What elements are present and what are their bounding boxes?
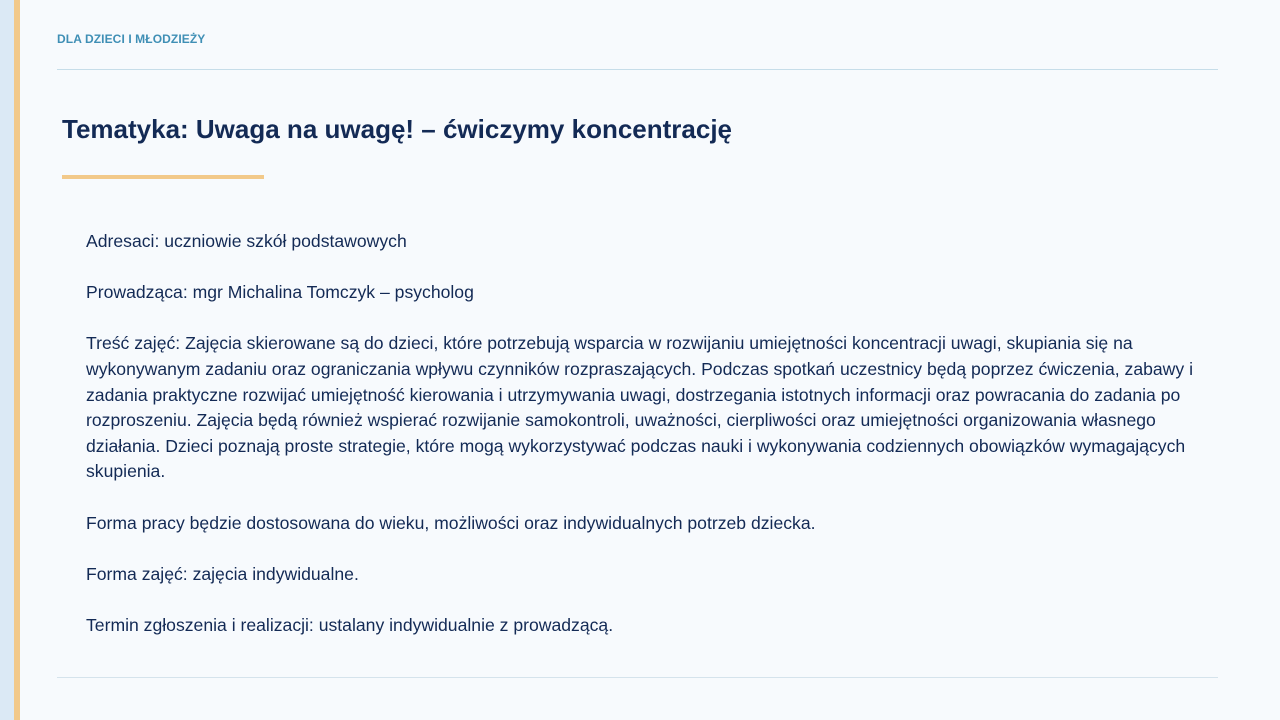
recipients-text: Adresaci: uczniowie szkół podstawowych xyxy=(86,231,407,251)
page-title: Tematyka: Uwaga na uwagę! – ćwiczymy koncentrację xyxy=(62,114,733,144)
schedule-text: Termin zgłoszenia i realizacji: ustalany indywidualnie z prowadzącą. xyxy=(86,614,614,635)
work-form-text: Forma pracy będzie dostosowana do wieku, możliwości oraz indywidualnych potrzeb dziecka. xyxy=(86,512,816,533)
class-form-text: Forma zajęć: zajęcia indywidualne. xyxy=(86,563,359,584)
leader-text: Prowadząca: mgr Michalina Tomczyk – psycholog xyxy=(86,282,474,303)
left-decorative-strip xyxy=(0,0,14,720)
left-accent-bar xyxy=(14,0,20,720)
title-underline xyxy=(62,175,264,179)
content-body xyxy=(86,229,1198,639)
top-divider xyxy=(57,69,1218,70)
bottom-divider xyxy=(57,677,1218,678)
description-text: Treść zajęć: Zajęcia skierowane są do dzieci, które potrzebują wsparcia w rozwijaniu umiejętności koncentracji uwagi, skupiania się na wykonywanym zadaniu oraz ograniczania wpływu czynników rozpraszających. Podczas spotkań uczestnicy będą poprzez ćwiczenia, zabawy i zadania praktyczne rozwijać umiejętność kierowania i utrzymywania uwagi, dostrzegania istotnych informacji oraz powracania do zadania po rozproszeniu. Zajęcia będą również wspierać rozwijanie samokontroli, uważności, cierpliwości oraz umiejętności organizowania własnego działania. Dzieci poznają proste strategie, które mogą wykorzystywać podczas nauki i wykonywania codziennych obowiązków wymagających skupienia. xyxy=(86,333,1193,482)
section-label: DLA DZIECI I MŁODZIEŻY xyxy=(57,32,206,46)
